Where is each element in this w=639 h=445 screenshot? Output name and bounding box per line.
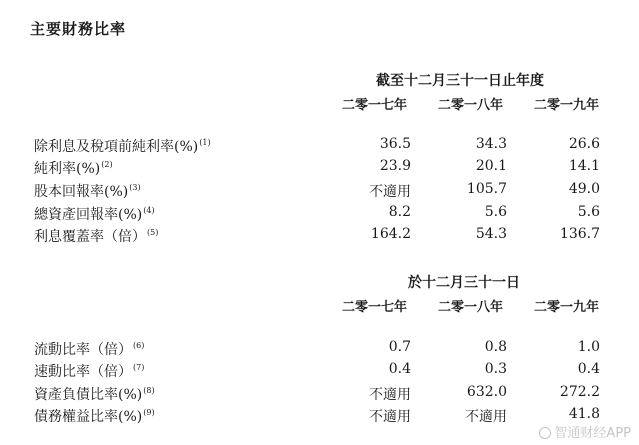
cell-value: 41.8 <box>568 406 600 422</box>
column-header-2019: 二零一九年 <box>533 98 599 113</box>
cell-value: 34.3 <box>475 136 507 152</box>
page-title: 主要財務比率 <box>30 20 127 38</box>
row-label-ebit-margin: 除利息及稅項前純利率(%)$^{(1)}$ <box>34 138 211 155</box>
row-label-interest-coverage: 利息覆蓋率（倍）$^{(5)}$ <box>34 228 159 245</box>
cell-value: 1.0 <box>577 339 600 355</box>
column-header-2017: 二零一七年 <box>341 300 407 315</box>
row-label-return-on-assets: 總資產回報率(%)$^{(4)}$ <box>34 206 155 223</box>
period-header-as-at: 於十二月三十一日 <box>408 275 520 291</box>
cell-value: 0.7 <box>388 339 411 355</box>
cell-value: 14.1 <box>568 158 600 174</box>
row-label-quick-ratio: 速動比率（倍）$^{(7)}$ <box>34 363 145 380</box>
row-label-debt-to-equity: 債務權益比率(%)$^{(9)}$ <box>34 408 155 425</box>
row-label-current-ratio: 流動比率（倍）$^{(6)}$ <box>34 341 145 358</box>
cell-value: 164.2 <box>370 226 411 242</box>
cell-value: 136.7 <box>559 226 600 242</box>
watermark-logo-icon <box>539 427 551 439</box>
row-label-return-on-equity: 股本回報率(%)$^{(3)}$ <box>34 183 141 200</box>
period-header-year-ended: 截至十二月三十一日止年度 <box>376 73 544 89</box>
cell-value: 8.2 <box>388 204 411 220</box>
cell-value: 不適用 <box>369 409 411 425</box>
column-header-2018: 二零一八年 <box>437 98 503 113</box>
cell-value: 0.4 <box>388 361 411 377</box>
row-label-gearing-ratio: 資產負債比率(%)$^{(8)}$ <box>34 386 155 403</box>
cell-value: 20.1 <box>475 158 507 174</box>
cell-value: 不適用 <box>465 409 507 425</box>
cell-value: 不適用 <box>369 184 411 200</box>
cell-value: 5.6 <box>484 204 507 220</box>
cell-value: 36.5 <box>379 136 411 152</box>
column-header-2018: 二零一八年 <box>437 300 503 315</box>
column-header-2019: 二零一九年 <box>533 300 599 315</box>
cell-value: 0.8 <box>484 339 507 355</box>
cell-value: 272.2 <box>559 384 600 400</box>
watermark: 智通财经APP <box>539 422 631 441</box>
cell-value: 49.0 <box>568 181 600 197</box>
cell-value: 23.9 <box>379 158 411 174</box>
cell-value: 5.6 <box>577 204 600 220</box>
column-header-2017: 二零一七年 <box>341 98 407 113</box>
row-label-net-margin: 純利率(%)$^{(2)}$ <box>34 160 113 177</box>
cell-value: 0.3 <box>484 361 507 377</box>
cell-value: 0.4 <box>577 361 600 377</box>
cell-value: 105.7 <box>466 181 507 197</box>
cell-value: 26.6 <box>568 136 600 152</box>
cell-value: 632.0 <box>466 384 507 400</box>
cell-value: 不適用 <box>369 387 411 403</box>
cell-value: 54.3 <box>475 226 507 242</box>
